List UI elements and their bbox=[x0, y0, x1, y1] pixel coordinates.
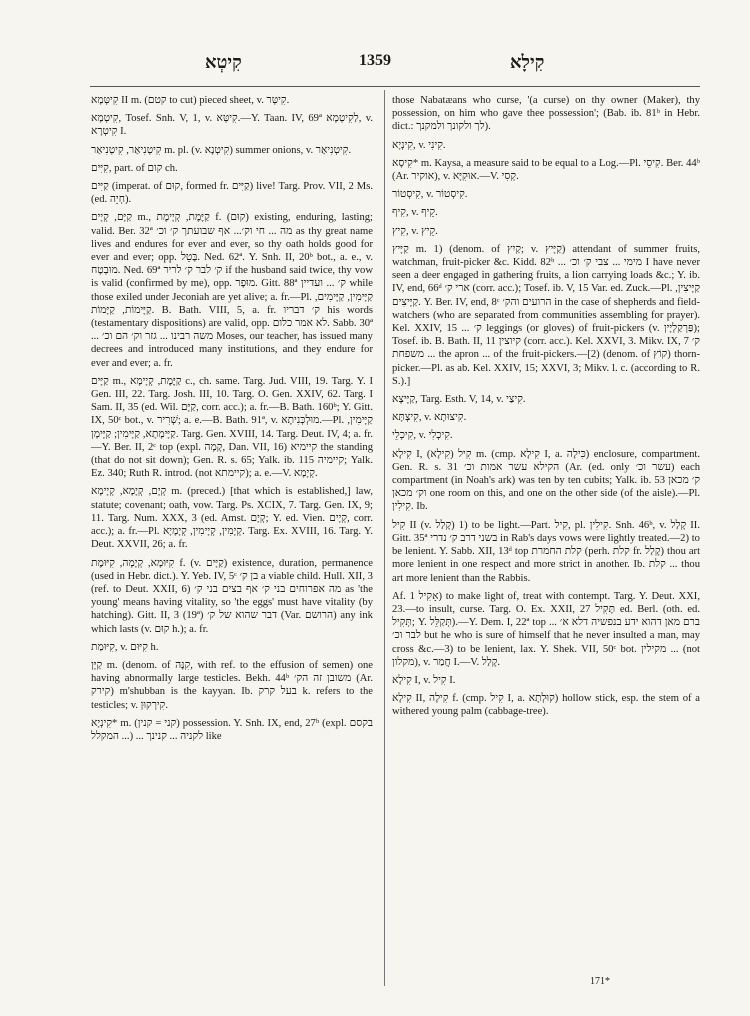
page-header bbox=[0, 52, 750, 78]
entry: קַיָּיצָא, Targ. Esth. V, 14, v. קִיצַי. bbox=[392, 394, 526, 406]
entry: קִיצְתָּא, v. קִיצוּתָא. bbox=[392, 412, 467, 424]
entry: קַיָּים m., קַיֶּמֶת, קְיָימָא c., ch. same. Targ. Jud. VIII, 19. Targ. Y. I Gen. III, 22. Targ. Josh. III, 10. Targ. O. Gen. XXIV, 62. Targ. I Sam. II, 35 (ed. Wil. קַיָּם, corr. acc.); a. fr.—B. Bath. 160ᵇ; Y. Gitt. IX, 50ᶜ bot., v. שְׁרִיר; a. e.—B. Bath. 91ª, v. מוּלְכְּנִיתָא.—Pl. קַיָּימִין, קַיָּימָתָא, קַיָּימִין; קַיָּימָן. Targ. Gen. XVIII, 14. Targ. Deut. IV, 4; a. fr.—Y. Ber. II, 2ᶜ top (expl. קָמָה, Dan. VII, 16) קיימיא the standing (that do not sit down); Gen. R. s. 65; Yalk. ib. 115 קיימיה; Yalk. Ez. 340; Ruth R. introd. (not קיימתא); a. e.—V. קְיָמָא. bbox=[91, 375, 374, 480]
entry: קִילָא II, קִילָה f. (cmp. קִיל I, a. קוּלְתָא) hollow stick, esp. the stem of a withered young palm (cabbage-tree). bbox=[392, 693, 700, 718]
entry: קִילָא I, קִיל (קִילָא) m. (cmp. קִילָא I, a. כִּילָה) enclosure, compartment. Gen. R. s. 31 הקילא עשר אמות וכ׳ (Ar. (ed. only עשר וכ׳) each compartment (in Noah's ark) was ten by ten cubits; Yalk. ib. 53 ק׳ מכאן וק׳ מכאן one room on this, and one on the other side (of the aisle).—Pl. קִילִין. Ib. bbox=[392, 448, 701, 513]
entry: קִיּוּמַת, v. קִיּוּם h. bbox=[91, 641, 159, 653]
entry: קִיטְּמָא II m. (קטם to cut) pieced sheet, v. קִיטְּר. bbox=[91, 95, 290, 106]
right-column bbox=[392, 94, 700, 724]
header-rule bbox=[90, 86, 700, 87]
entry: קִיסְטוֹר, v. קִיסְטוֹר. bbox=[392, 189, 468, 201]
entry: קִיכְלֵי, v. קִיכְלִי. bbox=[392, 430, 453, 442]
entry: קִיסָא* m. Kaysa, a measure said to be equal to a Log.—Pl. קִיסֵי. Ber. 44ᵇ (Ar. אוקיר), v. אוּקִיָּא.—V. קְסִי. bbox=[392, 157, 701, 183]
signature-mark: 171* bbox=[590, 976, 610, 987]
entry: קִיטְנִיאַר, קִיטְנִיאַר m. pl. (v. קִיטְנָא) summer onions, v. קִיטְנִיאַר. bbox=[91, 144, 352, 156]
entry: קִילָא I, v. קִיל I. bbox=[392, 674, 456, 686]
column-divider bbox=[384, 90, 385, 986]
entry: קִיטְמָא, Tosef. Snh. V, 1, v. קִיטְּא.—Y. Taan. IV, 69ª לַקִיטְמָא, v. קִיטְרָא I. bbox=[91, 113, 373, 138]
entry: קִיץ, v. קֵיץ. bbox=[392, 225, 438, 237]
entry: קִיִּים, part. of קום ch. bbox=[91, 162, 178, 174]
entry: קִיּוּמָא, קְיָמָה, קִיּוּמֶת f. (v. קַיָּים) existence, duration, permanence (used in Hebr. dict.). Y. Yeb. IV, 5ᶜ בן ק׳ a viable child. Hull. XII, 3 (ref. to Deut. XXII, 6) מה אפרוחים בני ק׳ אף בצים בני ק׳ as 'the young' means having vitality, so 'the eggs' must have vitality (by hatching). Gitt. II, 3 (19ª) דבר שהוא של ק׳ (Var. הרושם) any ink which lasts (v. קוּם h.); a. fr. bbox=[91, 557, 374, 635]
entry: קִיל II (v. קָלַל) 1) to be light.—Part. קִיל, pl. קִילִין. Snh. 46ᵇ, v. קָלַל II. Gitt. 35ª בשני דרב ק׳ נדרי in Rab's days vows were lightly treated.—2) to be lenient. Y. Sabb. XII, 13ᵈ top קלת החמרת (perh. קלת fr. קָלַל) thou art more lenient in one respect and more strict in another. Ib. קלת ... thou art more lenient than the Rabbis. bbox=[392, 519, 701, 584]
entry: Af. אָקִיל 1) to make light of, treat with contempt. Targ. Y. Deut. XXI, 23.—to insult, curse. Targ. O. Ex. XXII, 27 תָּקִיל ed. Berl. (oth. ed. תְּקִיל; Y. תְּקַלֵּל).—Y. Dem. I, 22ª top ... ברם מאן דהוא ידע בנפשיה דלא א׳ לבר וכ׳ but he who is sure of himself that he never insulted a man, may cross &c.—3) to be lenient, lax. Y. Shek. VII, 50ᶜ bot. מקילין ... (not מקלון), v. חֲמַר I.—V. קָלַל. bbox=[392, 590, 700, 668]
running-head-left: קִיטְא bbox=[205, 52, 242, 72]
entry: קִינְיָא* m. (קני = קנין) possession. Y. Snh. IX, end, 27ᵇ (expl. בקסם ... המקלל) ... לקניה ... קנינך like bbox=[91, 717, 373, 742]
entry: קַיָּיץ m. 1) (denom. of קַיִץ; v. קַיָּיץ) attendant of summer fruits, watchman, fruit-picker &c. Kidd. 82ᵇ ... מימי ... צבי ק׳ וכ׳ I have never seen a deer engaged in gathering fruits, a lion carrying loads &c.; Y. ib. IV, end, 66ᵈ ארי ק׳ (corr. acc.); Tosef. ib. V, 15 Var. ed. Zuck.—Pl. קַיָּיצִין, קַיָּיצִים. Y. Ber. IV, end, 8ᶜ הרועים והק׳ in the case of shepherds and field-watchers (who are separated from communities assembling for prayer). Kel. XXIV, 15 ... ק׳ leggings (or gloves) of fruit-pickers (v. פַּרְקַלְיָין); Tosef. ib. B. Bath. II, 11 קיוצין (corr. acc.). Kel. XXVI, 3. Mikv. IX, 7 ק׳ משפחת ... the apron ... of the fruit-pickers.—[2) (denom. of קוֹץ) thorn-picker.—Pl. as ab. Kel. XXIV, 15; XXVI, 3; Mikv. l. c. (according to R. S.).] bbox=[392, 243, 701, 387]
entry: those Nabatæans who curse, '(a curse) on thy owner (Maker), thy possession, on him who gave thee possession'; (Bab. ib. 81ᵇ in Hebr. dict.: לך ולקונך ולמקנך). bbox=[392, 95, 700, 133]
page-number: 1359 bbox=[359, 52, 391, 69]
entry: קַיָּן m. (denom. of קִנָּה, with ref. to the effusion of semen) one having abnormally large testicles. Bekh. 44ᵇ משובן זה הק׳ (Ar. קירק) m'shubban is the kayyan. Ib. בעל קרק k. refers to the testicles; v. קִירְקוּן. bbox=[91, 659, 373, 711]
entry: קְיָם, קְיָמָא, קְיָימָא m. (preced.) [that which is established,] law, statute; covenant; oath, vow. Targ. Ps. XCIX, 7. Targ. Gen. IX, 9; 11. Targ. Num. XXX, 3 (ed. Amst. קְיָם; Y. ed. Vien. קְיָים, corr. acc.); a. fr.—Pl. קְיָמִין, קְיָימִין, קְיָמָיָא. Targ. Ex. XVIII, 16. Targ. Y. Deut. XXVII, 26; a. fr. bbox=[91, 486, 374, 551]
entry: קַיִּים (imperat. of קוּם, formed fr. קַיִּים) live! Targ. Prov. VII, 2 Ms. (ed. חְיֵה). bbox=[91, 181, 373, 206]
entry: קִיף, v. קֵיף. bbox=[392, 207, 438, 219]
entry: קַיָּם, קְיָים m., קַיֶּמֶת, קְיָימֶת f. (קוּם) existing, enduring, lasting; valid. Ber. 32ª מה ... חי וק׳... אף שבועתך ק׳ וכ׳ as thy great name lives and endures for ever and ever, so thy oath holds good for ever and ever; opp. בָּטֵל. Ned. 62ª. Y. Snh. II, 20ᵇ bot., a. e., v. מוּבְטָח. Ned. 69ª ק׳ לבר ק׳ לריר if the husband said twice, thy vow is valid (confirmed by me), opp. מוּפָר. Gitt. 88ª ק׳ ... ועדיין while those exiled under Jeconiah are yet alive; a. fr.—Pl. קַיָּימִין, קַיָּימִים, קַיָּימוֹת, קַיָּמוֹת. B. Bath. VIII, 5, a. fr. ק׳ דבריו his words (testamentary dispositions) are valid, opp. לא אמר כלום. Sabb. 30ª ... משה רבינו ... גזר וק׳ הם וכ׳ Moses, our teacher, has issued many decrees and introduced many institutions, and they endure for ever and ever; a. fr. bbox=[91, 212, 373, 369]
running-head-right: קִילָא bbox=[510, 52, 545, 72]
entry: קִינְיָא, v. קִינִי. bbox=[392, 139, 446, 151]
left-column bbox=[91, 94, 373, 748]
